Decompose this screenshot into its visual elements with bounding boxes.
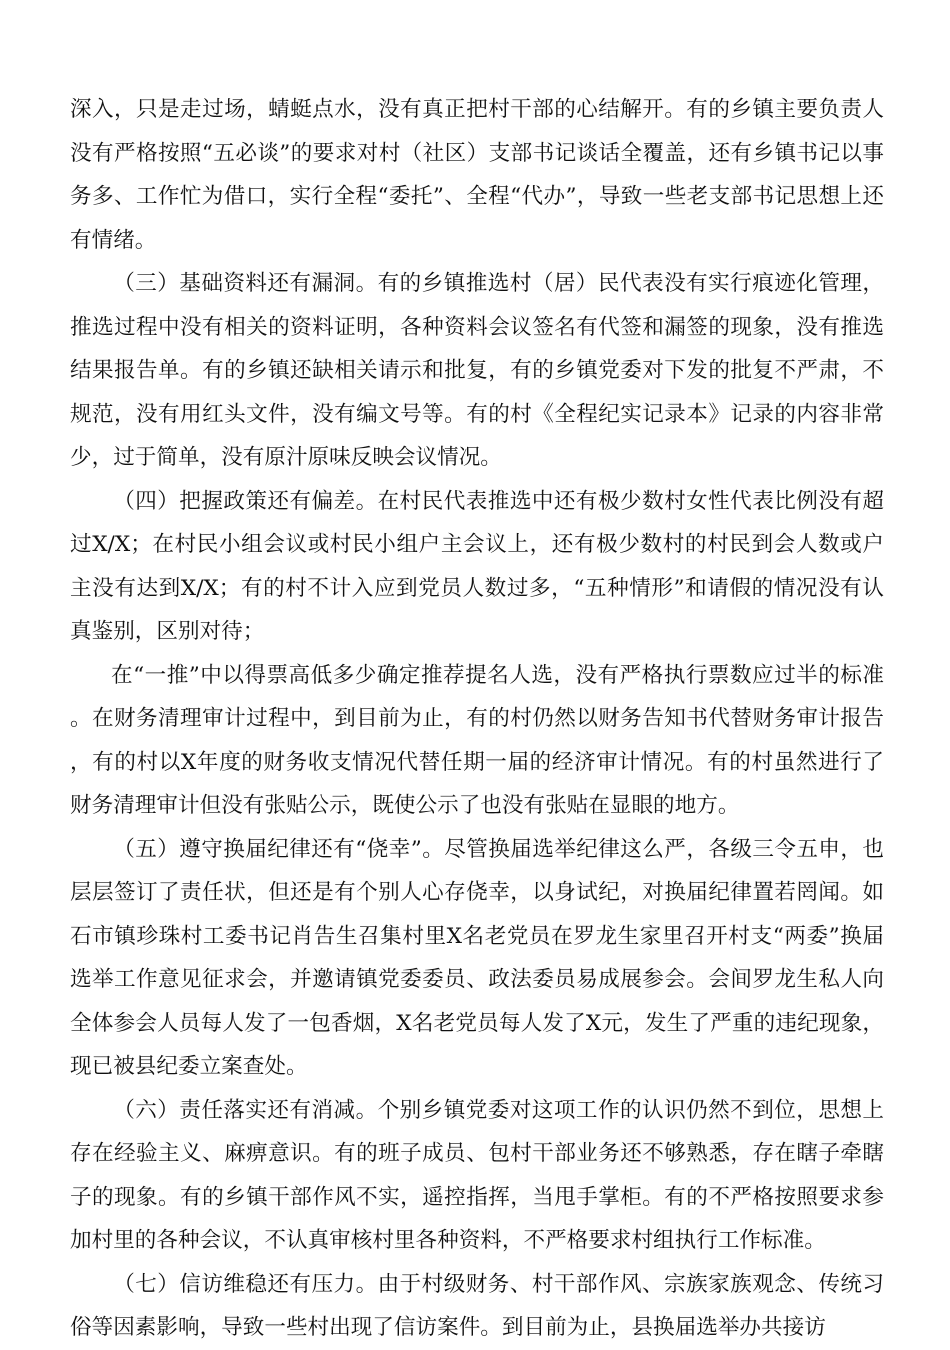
paragraph-continuation: 深入，只是走过场，蜻蜓点水，没有真正把村干部的心结解开。有的乡镇主要负责人没有严格按照“五必谈”的要求对村（社区）支部书记谈话全覆盖，还有乡镇书记以事务多、工作忙为借口，实行全程“委托”、全程“代办”，导致一些老支部书记思想上还有情绪。 xyxy=(70,97,884,253)
paragraph-section-six: （六）责任落实还有消减。个别乡镇党委对这项工作的认识仍然不到位，思想上存在经验主义、麻痹意识。有的班子成员、包村干部业务还不够熟悉，存在瞎子牵瞎子的现象。有的乡镇干部作风不实，遥控指挥，当甩手掌柜。有的不严格按照要求参加村里的各种会议，不认真审核村里各种资料，不严格要求村组执行工作标准。 xyxy=(70,1097,884,1253)
paragraph-section-five: （五）遵守换届纪律还有“侥幸”。尽管换届选举纪律这么严，各级三令五申，也层层签订了责任状，但还是有个别人心存侥幸，以身试纪，对换届纪律置若罔闻。如石市镇珍珠村工委书记肖告生召集村里X名老党员在罗龙生家里召开村支“两委”换届选举工作意见征求会，并邀请镇党委委员、政法委员易成展参会。会间罗龙生私人向全体参会人员每人发了一包香烟，X名老党员每人发了X元，发生了严重的违纪现象，现已被县纪委立案查处。 xyxy=(70,836,884,1079)
document-body xyxy=(70,88,884,1350)
paragraph-section-seven: （七）信访维稳还有压力。由于村级财务、村干部作风、宗族家族观念、传统习俗等因素影响，导致一些村出现了信访案件。到目前为止，县换届选举办共接访 xyxy=(70,1271,884,1340)
paragraph-section-four: （四）把握政策还有偏差。在村民代表推选中还有极少数村女性代表比例没有超过X/X；在村民小组会议或村民小组户主会议上，还有极少数村的村民到会人数或户主没有达到X/X；有的村不计入应到党员人数过多，“五种情形”和请假的情况没有认真鉴别，区别对待； xyxy=(70,488,884,644)
paragraph-section-three: （三）基础资料还有漏洞。有的乡镇推选村（居）民代表没有实行痕迹化管理，推选过程中没有相关的资料证明，各种资料会议签名有代签和漏签的现象，没有推选结果报告单。有的乡镇还缺相关请示和批复，有的乡镇党委对下发的批复不严肃，不规范，没有用红头文件，没有编文号等。有的村《全程纪实记录本》记录的内容非常少，过于简单，没有原汁原味反映会议情况。 xyxy=(70,271,884,470)
paragraph-section-four-continued: 在“一推”中以得票高低多少确定推荐提名人选，没有严格执行票数应过半的标准。在财务清理审计过程中，到目前为止，有的村仍然以财务告知书代替财务审计报告，有的村以X年度的财务收支情况代替任期一届的经济审计情况。有的村虽然进行了财务清理审计但没有张贴公示，既使公示了也没有张贴在显眼的地方。 xyxy=(70,662,884,818)
